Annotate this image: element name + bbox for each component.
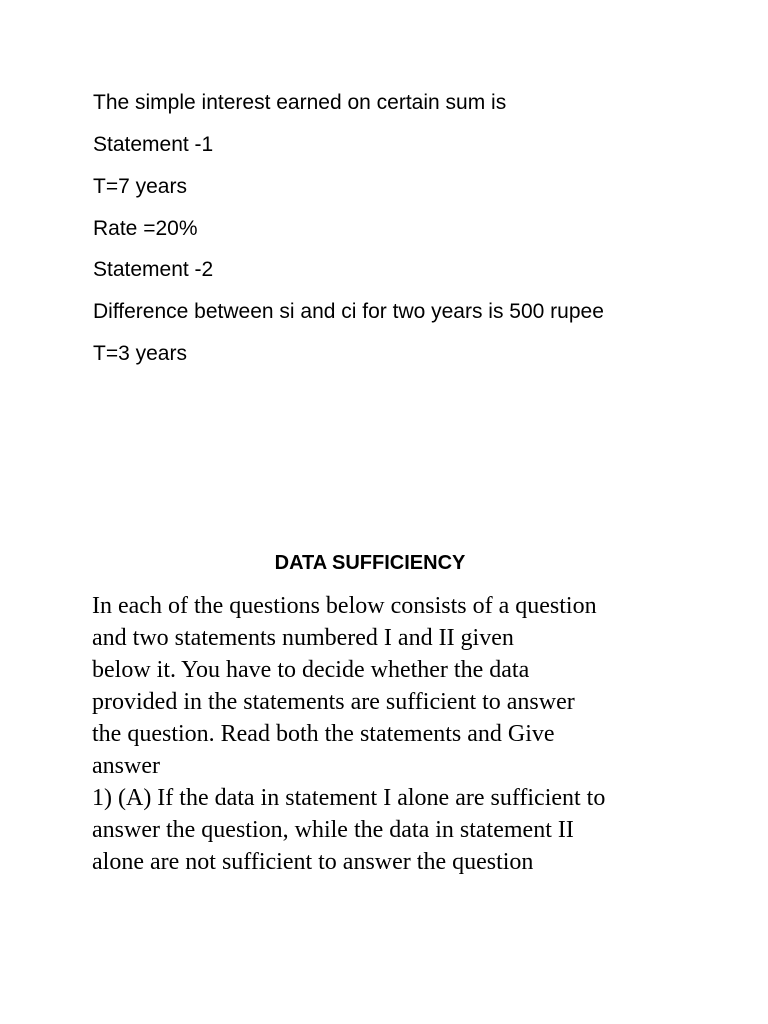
- section-heading: DATA SUFFICIENCY: [274, 552, 466, 574]
- statement-1-label: Statement -1: [93, 133, 214, 156]
- statement-2-difference: Difference between si and ci for two years is 500 rupee: [93, 300, 604, 323]
- instruction-line: In each of the questions below consists of a question: [92, 593, 597, 619]
- instructions-paragraph: [92, 590, 732, 878]
- statement-1-rate: Rate =20%: [93, 217, 198, 240]
- option-a-line: 1) (A) If the data in statement I alone are sufficient to: [92, 785, 606, 811]
- instruction-line: the question. Read both the statements and Give: [92, 721, 555, 747]
- instruction-line: and two statements numbered I and II given: [92, 625, 514, 651]
- statement-2-label: Statement -2: [93, 258, 214, 281]
- instruction-line: provided in the statements are sufficient to answer: [92, 689, 575, 715]
- statement-2-time: T=3 years: [93, 342, 187, 365]
- option-a-line: alone are not sufficient to answer the question: [92, 849, 534, 875]
- statement-1-time: T=7 years: [93, 175, 187, 198]
- instruction-line: below it. You have to decide whether the data: [92, 657, 530, 683]
- instruction-line: answer: [92, 753, 160, 779]
- option-a-line: answer the question, while the data in statement II: [92, 817, 574, 843]
- question-text: The simple interest earned on certain sum is: [93, 91, 507, 114]
